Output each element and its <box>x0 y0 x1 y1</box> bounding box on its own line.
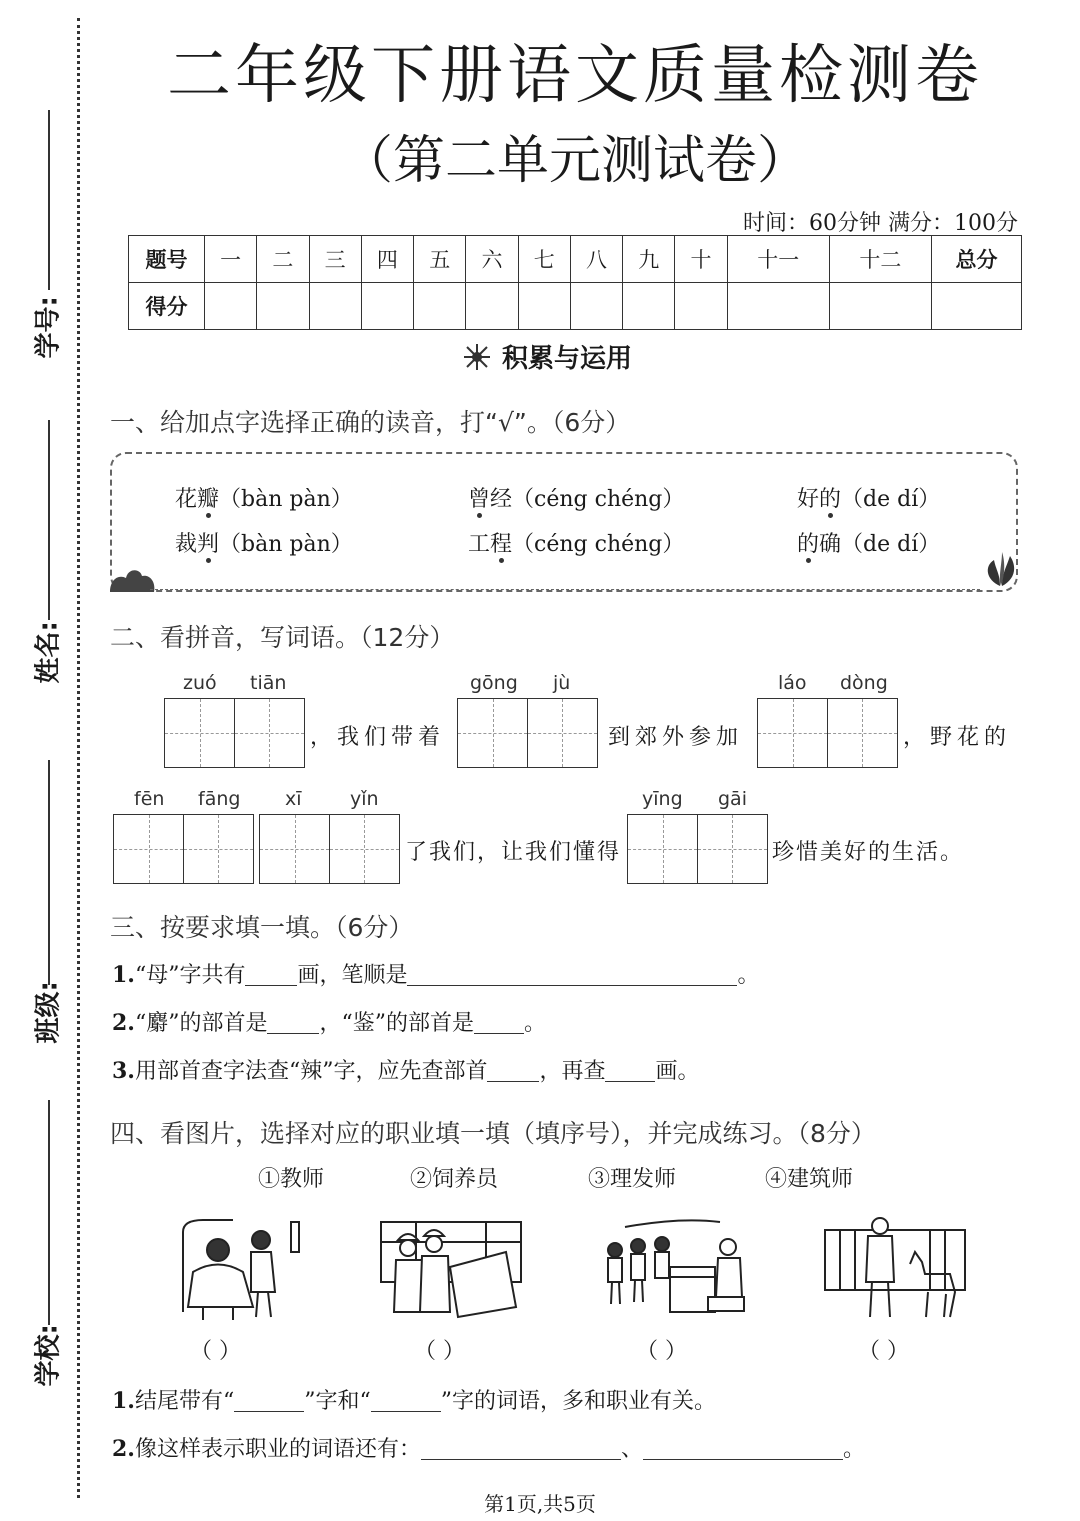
q1-dotted-char: 程 <box>490 532 513 557</box>
q-number: 2. <box>112 1010 135 1036</box>
score-header-cell: 一 <box>205 236 257 283</box>
tianzige-cell[interactable] <box>627 814 698 884</box>
score-header-cell: 四 <box>361 236 413 283</box>
answer-parenthesis[interactable]: （ ） <box>190 1339 241 1364</box>
starburst-icon <box>462 342 492 372</box>
q3-text: 用部首查字法查“辣”字，应先查部首 <box>134 1059 488 1084</box>
score-header-cell: 三 <box>309 236 361 283</box>
q1-dotted-char: 瓣 <box>197 487 220 512</box>
pinyin-label: láo <box>778 672 807 694</box>
answer-parenthesis[interactable]: （ ） <box>414 1339 465 1364</box>
score-cell[interactable] <box>727 283 829 330</box>
pinyin-label: yīng <box>642 788 683 810</box>
answer-blank[interactable] <box>474 1012 524 1034</box>
score-cell[interactable] <box>466 283 518 330</box>
q1-options[interactable]: （céng chéng） <box>512 532 685 557</box>
pinyin-label: zuó <box>183 672 217 694</box>
score-header-cell: 十 <box>675 236 727 283</box>
answer-blank[interactable] <box>267 1012 319 1034</box>
answer-parenthesis[interactable]: （ ） <box>636 1339 687 1364</box>
q1-item-char: 经 <box>490 487 513 512</box>
q1-dotted-char: 曾 <box>468 487 491 512</box>
answer-blank[interactable] <box>643 1438 843 1460</box>
exam-subtitle: （第二单元测试卷） <box>340 131 809 191</box>
q1-item <box>797 482 940 513</box>
bush-icon <box>108 562 156 594</box>
q1-item <box>175 482 353 513</box>
score-table-header-row <box>129 236 1022 283</box>
score-cell[interactable] <box>518 283 570 330</box>
q1-box <box>110 452 1018 592</box>
write-grid[interactable] <box>259 814 398 884</box>
score-header-cell: 二 <box>257 236 309 283</box>
q-number: 2. <box>112 1436 135 1462</box>
school-label: 学校: <box>33 1324 64 1387</box>
q3-title: 三、按要求填一填。（6分） <box>110 913 414 942</box>
job-option: ④建筑师 <box>765 1167 854 1192</box>
q3-text: 。 <box>737 963 760 988</box>
write-grid[interactable] <box>757 698 896 768</box>
q1-dotted-char: 判 <box>197 532 220 557</box>
answer-blank[interactable] <box>245 964 297 986</box>
q1-dotted-char: 的 <box>819 487 842 512</box>
pinyin-label: fēn <box>134 788 165 810</box>
school-field[interactable] <box>18 1100 68 1390</box>
q1-item-char: 确 <box>819 532 842 557</box>
q1-options[interactable]: （de dí） <box>841 532 941 557</box>
q3-text: 画。 <box>655 1059 700 1084</box>
name-label: 姓名: <box>33 621 64 684</box>
class-label: 班级: <box>33 981 64 1044</box>
score-cell[interactable] <box>257 283 309 330</box>
q3-text: ，再查 <box>539 1059 606 1084</box>
answer-parenthesis[interactable]: （ ） <box>858 1339 909 1364</box>
class-line[interactable] <box>48 760 50 985</box>
binding-dashed-line <box>77 18 80 1498</box>
tianzige-cell[interactable] <box>697 814 768 884</box>
score-cell[interactable] <box>570 283 622 330</box>
q1-dotted-char: 的 <box>797 532 820 557</box>
q1-item-char: 工 <box>468 532 491 557</box>
tianzige-cell[interactable] <box>457 698 528 768</box>
q1-item-char: 花 <box>175 487 198 512</box>
q4-line-1 <box>112 1384 716 1415</box>
q2-text: 珍惜美好的生活。 <box>772 840 965 865</box>
barber-picture <box>163 1212 313 1327</box>
pinyin-label: fāng <box>198 788 241 810</box>
q3-text: 画，笔顺是 <box>297 963 408 988</box>
tianzige-cell[interactable] <box>757 698 828 768</box>
pinyin-label: dòng <box>840 672 888 694</box>
score-cell[interactable] <box>205 283 257 330</box>
tianzige-cell[interactable] <box>827 698 898 768</box>
q1-options[interactable]: （bàn pàn） <box>219 532 353 557</box>
answer-blank[interactable] <box>421 1438 621 1460</box>
answer-blank[interactable] <box>407 964 737 986</box>
score-header-cell: 八 <box>570 236 622 283</box>
q3-line-3 <box>112 1054 700 1085</box>
q1-item-char: 裁 <box>175 532 198 557</box>
q4-text: 、 <box>620 1437 643 1462</box>
q4-text: ”字的词语，多和职业有关。 <box>440 1389 716 1414</box>
q3-text: 。 <box>523 1011 546 1036</box>
q2-title: 二、看拼音，写词语。（12分） <box>110 623 455 652</box>
name-line[interactable] <box>48 420 50 620</box>
builder-picture <box>376 1212 526 1327</box>
answer-blank[interactable] <box>487 1060 539 1082</box>
q2-text: 到郊外参加 <box>608 725 744 750</box>
score-cell[interactable] <box>829 283 931 330</box>
name-field[interactable] <box>18 420 68 684</box>
tianzige-cell[interactable] <box>234 698 305 768</box>
class-field[interactable] <box>18 760 68 1050</box>
tianzige-cell[interactable] <box>259 814 330 884</box>
q-number: 1. <box>112 1388 135 1414</box>
tianzige-cell[interactable] <box>183 814 254 884</box>
exam-title: 二年级下册语文质量检测卷 <box>167 39 983 113</box>
q3-text: “母”字共有 <box>134 963 246 988</box>
student-id-line[interactable] <box>48 110 50 290</box>
score-cell[interactable] <box>309 283 361 330</box>
job-option: ②饲养员 <box>410 1167 499 1192</box>
q-number: 3. <box>112 1058 135 1084</box>
score-table <box>128 235 1022 330</box>
score-header-cell: 七 <box>518 236 570 283</box>
tianzige-cell[interactable] <box>164 698 235 768</box>
q4-text: 。 <box>843 1437 866 1462</box>
score-cell[interactable] <box>932 283 1022 330</box>
job-option: ①教师 <box>258 1167 325 1192</box>
q1-item <box>468 527 684 558</box>
score-header-cell: 十二 <box>829 236 931 283</box>
score-cell[interactable] <box>675 283 727 330</box>
pinyin-label: yǐn <box>350 788 379 810</box>
pinyin-label: gāi <box>718 788 747 810</box>
pinyin-label: jù <box>553 672 571 694</box>
q1-item <box>468 482 684 513</box>
q1-item-char: 好 <box>797 487 820 512</box>
score-header-cell: 十一 <box>727 236 829 283</box>
q1-options[interactable]: （céng chéng） <box>512 487 685 512</box>
q1-title: 一、给加点字选择正确的读音，打“√”。（6分） <box>110 408 631 437</box>
tianzige-cell[interactable] <box>113 814 184 884</box>
score-cell[interactable] <box>414 283 466 330</box>
student-id-label: 学号: <box>33 296 64 359</box>
write-grid[interactable] <box>457 698 596 768</box>
q-number: 1. <box>112 962 135 988</box>
score-header-cell: 总分 <box>932 236 1022 283</box>
score-row-label: 得分 <box>129 283 205 330</box>
section-heading: 积累与运用 <box>502 344 633 374</box>
score-header-cell: 五 <box>414 236 466 283</box>
write-grid[interactable] <box>164 698 303 768</box>
section-banner <box>462 338 632 375</box>
q4-line-2 <box>112 1432 865 1463</box>
score-cell[interactable] <box>623 283 675 330</box>
write-grid[interactable] <box>113 814 252 884</box>
score-header-cell: 九 <box>623 236 675 283</box>
zookeeper-picture <box>820 1212 970 1327</box>
q1-item <box>175 527 353 558</box>
q3-line-2 <box>112 1006 546 1037</box>
answer-blank[interactable] <box>605 1060 655 1082</box>
score-table-score-row <box>129 283 1022 330</box>
score-header-cell: 六 <box>466 236 518 283</box>
answer-blank[interactable] <box>371 1390 441 1412</box>
tianzige-cell[interactable] <box>527 698 598 768</box>
score-header-cell: 题号 <box>129 236 205 283</box>
teacher-picture <box>600 1212 750 1327</box>
pinyin-label: gōng <box>470 672 518 694</box>
q2-text: ，我们带着 <box>310 725 446 750</box>
pinyin-label: tiān <box>250 672 287 694</box>
score-cell[interactable] <box>361 283 413 330</box>
job-option: ③理发师 <box>588 1167 677 1192</box>
q3-line-1 <box>112 958 760 989</box>
time-info: 时间：60分钟 满分：100分 <box>743 211 1018 236</box>
q1-bottom-rule <box>150 589 980 590</box>
student-id-field[interactable] <box>18 110 68 360</box>
q4-title: 四、看图片，选择对应的职业填一填（填序号），并完成练习。（8分） <box>110 1119 876 1148</box>
q1-item <box>797 527 940 558</box>
q3-text: “麝”的部首是 <box>134 1011 268 1036</box>
write-grid[interactable] <box>627 814 766 884</box>
q1-options[interactable]: （de dí） <box>841 487 941 512</box>
page-footer: 第1页,共5页 <box>484 1492 596 1516</box>
pinyin-label: xī <box>285 788 302 810</box>
school-line[interactable] <box>48 1100 50 1325</box>
answer-blank[interactable] <box>234 1390 304 1412</box>
leaf-icon <box>980 550 1022 590</box>
tianzige-cell[interactable] <box>329 814 400 884</box>
q2-text: 了我们，让我们懂得 <box>405 840 622 865</box>
q2-text: ，野花的 <box>903 725 1012 750</box>
q1-options[interactable]: （bàn pàn） <box>219 487 353 512</box>
q4-text: 结尾带有“ <box>134 1389 235 1414</box>
q4-text: 像这样表示职业的词语还有： <box>134 1437 421 1462</box>
q4-text: ”字和“ <box>304 1389 371 1414</box>
q3-text: ，“鉴”的部首是 <box>319 1011 474 1036</box>
